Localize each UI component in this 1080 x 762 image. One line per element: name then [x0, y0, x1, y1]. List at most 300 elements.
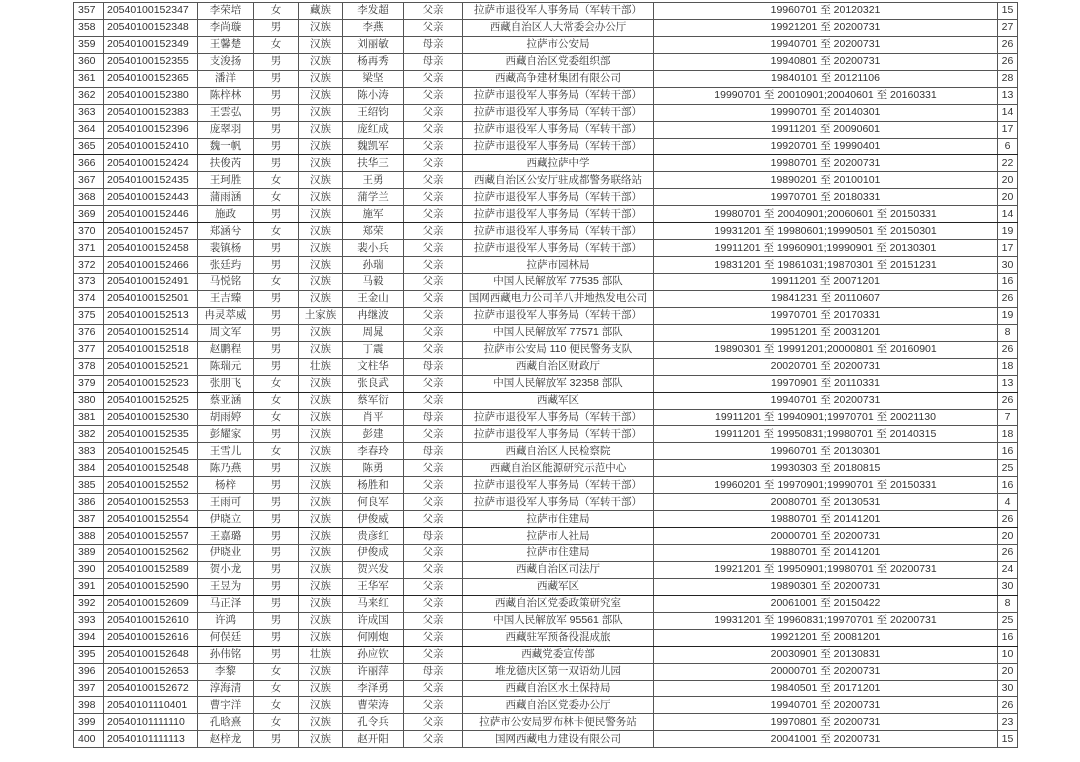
- cell-years: 16: [998, 274, 1018, 291]
- cell-employer: 拉萨市退役军人事务局（军转干部）: [463, 307, 654, 324]
- cell-gender: 女: [254, 443, 299, 460]
- cell-relation: 母亲: [404, 36, 463, 53]
- cell-row-number: 378: [74, 358, 104, 375]
- cell-parent-name: 冉继波: [343, 307, 404, 324]
- cell-ethnicity: 汉族: [299, 223, 343, 240]
- cell-student-name: 淳海清: [198, 680, 254, 697]
- cell-years: 20: [998, 189, 1018, 206]
- cell-relation: 父亲: [404, 595, 463, 612]
- cell-parent-name: 彭建: [343, 426, 404, 443]
- table-row: [74, 494, 1018, 511]
- cell-ethnicity: 汉族: [299, 494, 343, 511]
- table-row: [74, 545, 1018, 562]
- cell-row-number: 398: [74, 697, 104, 714]
- cell-student-name: 陈梓林: [198, 87, 254, 104]
- cell-candidate-id: 20540100152589: [104, 561, 198, 578]
- cell-candidate-id: 20540100152435: [104, 172, 198, 189]
- cell-parent-name: 梁坚: [343, 70, 404, 87]
- cell-employer: 拉萨市人社局: [463, 528, 654, 545]
- cell-candidate-id: 20540100152672: [104, 680, 198, 697]
- cell-gender: 男: [254, 104, 299, 121]
- cell-student-name: 贺小龙: [198, 561, 254, 578]
- cell-candidate-id: 20540100152548: [104, 460, 198, 477]
- cell-employer: 拉萨市住建局: [463, 511, 654, 528]
- cell-row-number: 385: [74, 477, 104, 494]
- cell-work-period: 19951201 至 20031201: [654, 324, 998, 341]
- cell-years: 4: [998, 494, 1018, 511]
- cell-relation: 母亲: [404, 53, 463, 70]
- cell-student-name: 伊晓立: [198, 511, 254, 528]
- cell-years: 7: [998, 409, 1018, 426]
- cell-years: 16: [998, 477, 1018, 494]
- table-row: [74, 578, 1018, 595]
- cell-parent-name: 王金山: [343, 290, 404, 307]
- cell-work-period: 19831201 至 19861031;19870301 至 20151231: [654, 257, 998, 274]
- cell-parent-name: 王勇: [343, 172, 404, 189]
- cell-parent-name: 庞红成: [343, 121, 404, 138]
- cell-parent-name: 何刚炮: [343, 629, 404, 646]
- table-row: [74, 341, 1018, 358]
- table-row: [74, 70, 1018, 87]
- cell-ethnicity: 汉族: [299, 443, 343, 460]
- cell-ethnicity: 汉族: [299, 528, 343, 545]
- cell-gender: 男: [254, 70, 299, 87]
- cell-row-number: 361: [74, 70, 104, 87]
- cell-gender: 男: [254, 612, 299, 629]
- cell-employer: 拉萨市公安局罗布林卡便民警务站: [463, 714, 654, 731]
- cell-row-number: 374: [74, 290, 104, 307]
- cell-years: 26: [998, 545, 1018, 562]
- cell-student-name: 伊晓业: [198, 545, 254, 562]
- table-row: [74, 680, 1018, 697]
- cell-student-name: 李尚璇: [198, 19, 254, 36]
- cell-years: 30: [998, 257, 1018, 274]
- cell-candidate-id: 20540100152653: [104, 663, 198, 680]
- cell-student-name: 赵梓龙: [198, 731, 254, 748]
- table-row: [74, 206, 1018, 223]
- cell-employer: 拉萨市退役军人事务局（军转干部）: [463, 104, 654, 121]
- cell-parent-name: 肖平: [343, 409, 404, 426]
- cell-parent-name: 伊俊威: [343, 511, 404, 528]
- cell-row-number: 358: [74, 19, 104, 36]
- cell-work-period: 19990701 至 20140301: [654, 104, 998, 121]
- cell-years: 14: [998, 206, 1018, 223]
- cell-work-period: 19970801 至 20200731: [654, 714, 998, 731]
- cell-years: 25: [998, 460, 1018, 477]
- cell-work-period: 19990701 至 20010901;20040601 至 20160331: [654, 87, 998, 104]
- cell-years: 16: [998, 443, 1018, 460]
- cell-work-period: 19970701 至 20180331: [654, 189, 998, 206]
- cell-row-number: 357: [74, 3, 104, 20]
- cell-relation: 父亲: [404, 578, 463, 595]
- cell-years: 25: [998, 612, 1018, 629]
- cell-student-name: 王雪儿: [198, 443, 254, 460]
- cell-gender: 男: [254, 87, 299, 104]
- table-row: [74, 87, 1018, 104]
- cell-gender: 女: [254, 663, 299, 680]
- cell-candidate-id: 20540100152348: [104, 19, 198, 36]
- cell-student-name: 周文军: [198, 324, 254, 341]
- cell-parent-name: 李发超: [343, 3, 404, 20]
- cell-gender: 男: [254, 341, 299, 358]
- cell-years: 26: [998, 36, 1018, 53]
- table-row: [74, 53, 1018, 70]
- cell-candidate-id: 20540100152521: [104, 358, 198, 375]
- cell-years: 26: [998, 392, 1018, 409]
- cell-work-period: 19920701 至 19990401: [654, 138, 998, 155]
- cell-relation: 父亲: [404, 240, 463, 257]
- cell-row-number: 371: [74, 240, 104, 257]
- cell-row-number: 359: [74, 36, 104, 53]
- cell-parent-name: 刘丽敏: [343, 36, 404, 53]
- table-row: [74, 511, 1018, 528]
- cell-student-name: 孔晗熹: [198, 714, 254, 731]
- cell-work-period: 19840501 至 20171201: [654, 680, 998, 697]
- cell-ethnicity: 汉族: [299, 121, 343, 138]
- cell-relation: 父亲: [404, 426, 463, 443]
- cell-ethnicity: 汉族: [299, 663, 343, 680]
- cell-candidate-id: 20540100152424: [104, 155, 198, 172]
- cell-ethnicity: 汉族: [299, 155, 343, 172]
- cell-years: 19: [998, 223, 1018, 240]
- cell-work-period: 19940801 至 20200731: [654, 53, 998, 70]
- cell-relation: 父亲: [404, 392, 463, 409]
- cell-gender: 男: [254, 545, 299, 562]
- table-row: [74, 307, 1018, 324]
- cell-parent-name: 贺兴发: [343, 561, 404, 578]
- cell-parent-name: 李燕: [343, 19, 404, 36]
- cell-gender: 女: [254, 680, 299, 697]
- cell-candidate-id: 20540100152553: [104, 494, 198, 511]
- cell-student-name: 马悦铭: [198, 274, 254, 291]
- table-row: [74, 629, 1018, 646]
- cell-parent-name: 马来红: [343, 595, 404, 612]
- cell-ethnicity: 汉族: [299, 375, 343, 392]
- cell-candidate-id: 20540100152458: [104, 240, 198, 257]
- cell-work-period: 19911201 至 20071201: [654, 274, 998, 291]
- cell-row-number: 391: [74, 578, 104, 595]
- cell-gender: 男: [254, 528, 299, 545]
- cell-work-period: 19880701 至 20141201: [654, 545, 998, 562]
- cell-gender: 女: [254, 274, 299, 291]
- cell-row-number: 377: [74, 341, 104, 358]
- cell-ethnicity: 汉族: [299, 680, 343, 697]
- cell-gender: 男: [254, 629, 299, 646]
- cell-gender: 男: [254, 731, 299, 748]
- cell-student-name: 王馨楚: [198, 36, 254, 53]
- cell-row-number: 392: [74, 595, 104, 612]
- cell-parent-name: 杨胜和: [343, 477, 404, 494]
- cell-ethnicity: 汉族: [299, 70, 343, 87]
- cell-row-number: 369: [74, 206, 104, 223]
- cell-years: 20: [998, 528, 1018, 545]
- cell-employer: 西藏自治区公安厅驻成都警务联络站: [463, 172, 654, 189]
- cell-ethnicity: 汉族: [299, 240, 343, 257]
- table-row: [74, 392, 1018, 409]
- cell-years: 26: [998, 511, 1018, 528]
- cell-ethnicity: 汉族: [299, 324, 343, 341]
- cell-row-number: 364: [74, 121, 104, 138]
- cell-work-period: 20061001 至 20150422: [654, 595, 998, 612]
- cell-years: 14: [998, 104, 1018, 121]
- cell-ethnicity: 汉族: [299, 629, 343, 646]
- cell-relation: 母亲: [404, 443, 463, 460]
- cell-student-name: 王昱为: [198, 578, 254, 595]
- cell-employer: 西藏自治区党委政策研究室: [463, 595, 654, 612]
- cell-work-period: 19921201 至 20200731: [654, 19, 998, 36]
- cell-gender: 女: [254, 409, 299, 426]
- cell-work-period: 19890301 至 20200731: [654, 578, 998, 595]
- applicant-table: [73, 2, 1018, 748]
- cell-employer: 拉萨市退役军人事务局（军转干部）: [463, 426, 654, 443]
- cell-candidate-id: 20540100152557: [104, 528, 198, 545]
- cell-relation: 父亲: [404, 172, 463, 189]
- cell-employer: 拉萨市退役军人事务局（军转干部）: [463, 494, 654, 511]
- cell-parent-name: 马毅: [343, 274, 404, 291]
- cell-employer: 拉萨市公安局: [463, 36, 654, 53]
- cell-gender: 女: [254, 714, 299, 731]
- cell-candidate-id: 20540100152446: [104, 206, 198, 223]
- table-row: [74, 409, 1018, 426]
- document-page: [73, 2, 1018, 748]
- cell-gender: 男: [254, 155, 299, 172]
- cell-student-name: 许鸿: [198, 612, 254, 629]
- cell-parent-name: 许成国: [343, 612, 404, 629]
- cell-employer: 西藏军区: [463, 578, 654, 595]
- cell-student-name: 郑涵兮: [198, 223, 254, 240]
- cell-employer: 拉萨市退役军人事务局（军转干部）: [463, 121, 654, 138]
- cell-employer: 西藏军区: [463, 392, 654, 409]
- cell-years: 19: [998, 307, 1018, 324]
- cell-student-name: 李黎: [198, 663, 254, 680]
- cell-ethnicity: 汉族: [299, 274, 343, 291]
- cell-row-number: 367: [74, 172, 104, 189]
- cell-years: 24: [998, 561, 1018, 578]
- cell-ethnicity: 汉族: [299, 409, 343, 426]
- cell-student-name: 施政: [198, 206, 254, 223]
- cell-relation: 父亲: [404, 138, 463, 155]
- table-row: [74, 460, 1018, 477]
- table-row: [74, 375, 1018, 392]
- cell-work-period: 19911201 至 19960901;19990901 至 20130301: [654, 240, 998, 257]
- cell-row-number: 393: [74, 612, 104, 629]
- cell-row-number: 375: [74, 307, 104, 324]
- table-row: [74, 172, 1018, 189]
- cell-gender: 男: [254, 290, 299, 307]
- cell-gender: 男: [254, 595, 299, 612]
- cell-relation: 父亲: [404, 545, 463, 562]
- cell-gender: 男: [254, 511, 299, 528]
- cell-candidate-id: 20540100152514: [104, 324, 198, 341]
- cell-gender: 女: [254, 172, 299, 189]
- cell-employer: 堆龙德庆区第一双语幼儿园: [463, 663, 654, 680]
- cell-row-number: 390: [74, 561, 104, 578]
- cell-parent-name: 施军: [343, 206, 404, 223]
- cell-candidate-id: 20540100152466: [104, 257, 198, 274]
- cell-employer: 拉萨市退役军人事务局（军转干部）: [463, 3, 654, 20]
- table-row: [74, 731, 1018, 748]
- cell-employer: 西藏高争建材集团有限公司: [463, 70, 654, 87]
- cell-work-period: 20041001 至 20200731: [654, 731, 998, 748]
- cell-row-number: 383: [74, 443, 104, 460]
- table-row: [74, 612, 1018, 629]
- cell-employer: 西藏自治区司法厅: [463, 561, 654, 578]
- cell-row-number: 400: [74, 731, 104, 748]
- cell-work-period: 19931201 至 19980601;19990501 至 20150301: [654, 223, 998, 240]
- cell-years: 16: [998, 629, 1018, 646]
- cell-parent-name: 陈勇: [343, 460, 404, 477]
- cell-work-period: 19921201 至 20081201: [654, 629, 998, 646]
- cell-student-name: 胡雨婷: [198, 409, 254, 426]
- cell-employer: 西藏自治区水土保持局: [463, 680, 654, 697]
- cell-parent-name: 张良武: [343, 375, 404, 392]
- table-row: [74, 36, 1018, 53]
- cell-parent-name: 王绍钧: [343, 104, 404, 121]
- cell-ethnicity: 汉族: [299, 697, 343, 714]
- cell-parent-name: 曹荣涛: [343, 697, 404, 714]
- cell-parent-name: 扶华三: [343, 155, 404, 172]
- cell-relation: 父亲: [404, 612, 463, 629]
- cell-employer: 拉萨市退役军人事务局（军转干部）: [463, 138, 654, 155]
- cell-relation: 父亲: [404, 19, 463, 36]
- cell-work-period: 19940701 至 20200731: [654, 392, 998, 409]
- cell-candidate-id: 20540100152648: [104, 646, 198, 663]
- cell-years: 18: [998, 358, 1018, 375]
- cell-relation: 母亲: [404, 663, 463, 680]
- cell-work-period: 20080701 至 20130531: [654, 494, 998, 511]
- cell-student-name: 裴镇杨: [198, 240, 254, 257]
- cell-relation: 母亲: [404, 409, 463, 426]
- cell-employer: 中国人民解放军 77571 部队: [463, 324, 654, 341]
- cell-row-number: 389: [74, 545, 104, 562]
- cell-candidate-id: 20540100152380: [104, 87, 198, 104]
- cell-row-number: 372: [74, 257, 104, 274]
- cell-work-period: 19921201 至 19950901;19980701 至 20200731: [654, 561, 998, 578]
- cell-student-name: 蒲雨涵: [198, 189, 254, 206]
- cell-ethnicity: 汉族: [299, 578, 343, 595]
- table-row: [74, 358, 1018, 375]
- cell-student-name: 王吉臻: [198, 290, 254, 307]
- cell-student-name: 何俣廷: [198, 629, 254, 646]
- cell-relation: 父亲: [404, 274, 463, 291]
- cell-gender: 男: [254, 240, 299, 257]
- cell-gender: 男: [254, 646, 299, 663]
- cell-gender: 男: [254, 324, 299, 341]
- cell-student-name: 魏一帆: [198, 138, 254, 155]
- cell-student-name: 马正泽: [198, 595, 254, 612]
- cell-employer: 拉萨市公安局 110 便民警务支队: [463, 341, 654, 358]
- cell-work-period: 19880701 至 20141201: [654, 511, 998, 528]
- cell-relation: 父亲: [404, 155, 463, 172]
- cell-student-name: 王珂胜: [198, 172, 254, 189]
- cell-candidate-id: 20540100152610: [104, 612, 198, 629]
- cell-relation: 父亲: [404, 87, 463, 104]
- table-row: [74, 104, 1018, 121]
- cell-student-name: 彭耀家: [198, 426, 254, 443]
- cell-student-name: 李荣培: [198, 3, 254, 20]
- cell-parent-name: 郑荣: [343, 223, 404, 240]
- cell-candidate-id: 20540100152609: [104, 595, 198, 612]
- cell-ethnicity: 土家族: [299, 307, 343, 324]
- cell-employer: 西藏拉萨中学: [463, 155, 654, 172]
- cell-candidate-id: 20540100152383: [104, 104, 198, 121]
- cell-ethnicity: 汉族: [299, 714, 343, 731]
- cell-parent-name: 周晁: [343, 324, 404, 341]
- cell-parent-name: 文柱华: [343, 358, 404, 375]
- cell-employer: 西藏自治区党委组织部: [463, 53, 654, 70]
- cell-row-number: 365: [74, 138, 104, 155]
- cell-parent-name: 何良军: [343, 494, 404, 511]
- cell-relation: 父亲: [404, 70, 463, 87]
- cell-gender: 女: [254, 189, 299, 206]
- cell-gender: 男: [254, 460, 299, 477]
- cell-years: 26: [998, 53, 1018, 70]
- cell-relation: 父亲: [404, 341, 463, 358]
- cell-candidate-id: 20540101110401: [104, 697, 198, 714]
- cell-parent-name: 裴小兵: [343, 240, 404, 257]
- cell-relation: 父亲: [404, 104, 463, 121]
- cell-candidate-id: 20540100152590: [104, 578, 198, 595]
- cell-row-number: 376: [74, 324, 104, 341]
- cell-candidate-id: 20540100152513: [104, 307, 198, 324]
- cell-student-name: 支浚扬: [198, 53, 254, 70]
- cell-ethnicity: 藏族: [299, 3, 343, 20]
- cell-parent-name: 赵开阳: [343, 731, 404, 748]
- cell-candidate-id: 20540100152523: [104, 375, 198, 392]
- cell-years: 18: [998, 426, 1018, 443]
- cell-row-number: 363: [74, 104, 104, 121]
- cell-relation: 父亲: [404, 307, 463, 324]
- cell-work-period: 19970901 至 20110331: [654, 375, 998, 392]
- cell-relation: 父亲: [404, 206, 463, 223]
- cell-years: 27: [998, 19, 1018, 36]
- cell-work-period: 19890201 至 20100101: [654, 172, 998, 189]
- cell-employer: 西藏驻军预备役混成旅: [463, 629, 654, 646]
- cell-years: 15: [998, 3, 1018, 20]
- cell-employer: 拉萨市退役军人事务局（军转干部）: [463, 409, 654, 426]
- cell-candidate-id: 20540100152552: [104, 477, 198, 494]
- cell-gender: 女: [254, 697, 299, 714]
- table-body: [74, 3, 1018, 748]
- table-row: [74, 240, 1018, 257]
- cell-employer: 拉萨市园林局: [463, 257, 654, 274]
- cell-work-period: 19931201 至 19960831;19970701 至 20200731: [654, 612, 998, 629]
- cell-ethnicity: 汉族: [299, 138, 343, 155]
- cell-employer: 西藏自治区党委办公厅: [463, 697, 654, 714]
- cell-candidate-id: 20540100152347: [104, 3, 198, 20]
- cell-work-period: 19911201 至 19940901;19970701 至 20021130: [654, 409, 998, 426]
- cell-candidate-id: 20540100152355: [104, 53, 198, 70]
- cell-work-period: 20000701 至 20200731: [654, 663, 998, 680]
- cell-work-period: 19960201 至 19970901;19990701 至 20150331: [654, 477, 998, 494]
- cell-student-name: 扶俊芮: [198, 155, 254, 172]
- cell-work-period: 19940701 至 20200731: [654, 36, 998, 53]
- table-row: [74, 189, 1018, 206]
- cell-parent-name: 伊俊成: [343, 545, 404, 562]
- cell-candidate-id: 20540100152501: [104, 290, 198, 307]
- cell-work-period: 19970701 至 20170331: [654, 307, 998, 324]
- cell-candidate-id: 20540100152457: [104, 223, 198, 240]
- cell-employer: 中国人民解放军 32358 部队: [463, 375, 654, 392]
- cell-row-number: 368: [74, 189, 104, 206]
- cell-row-number: 370: [74, 223, 104, 240]
- cell-parent-name: 李泽勇: [343, 680, 404, 697]
- cell-candidate-id: 20540100152443: [104, 189, 198, 206]
- cell-gender: 男: [254, 561, 299, 578]
- cell-ethnicity: 汉族: [299, 511, 343, 528]
- cell-work-period: 20030901 至 20130831: [654, 646, 998, 663]
- cell-work-period: 19980701 至 20200731: [654, 155, 998, 172]
